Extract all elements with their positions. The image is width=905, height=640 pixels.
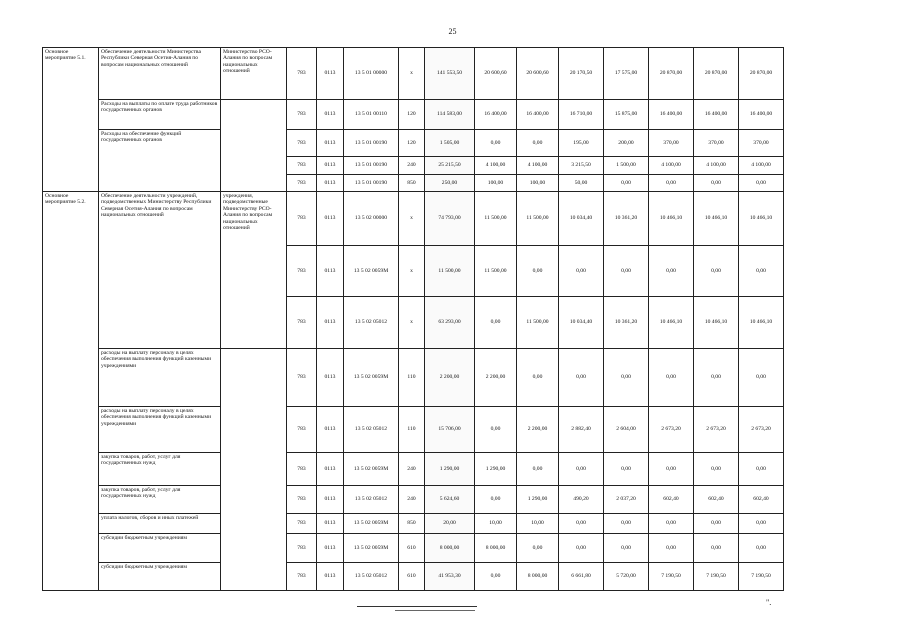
value-cell: 0113: [317, 349, 344, 407]
value-cell: 20 170,50: [559, 48, 604, 100]
budget-table: [42, 47, 784, 591]
value-cell: 100,00: [475, 175, 517, 192]
value-cell: 20 870,00: [649, 48, 694, 100]
value-cell: 50,00: [559, 175, 604, 192]
value-cell: 10,00: [517, 514, 559, 534]
value-cell: 370,00: [649, 130, 694, 157]
value-cell: 10 361,20: [604, 297, 649, 349]
value-cell: 5 624,60: [425, 486, 475, 514]
value-cell: 13 5 01 00190: [344, 175, 399, 192]
value-cell: 783: [287, 349, 317, 407]
value-cell: 13 5 02 05012: [344, 297, 399, 349]
value-cell: 20 870,00: [694, 48, 739, 100]
value-cell: 370,00: [739, 130, 784, 157]
value-cell: 200,00: [604, 130, 649, 157]
value-cell: 0,00: [517, 130, 559, 157]
value-cell: 2 673,20: [694, 407, 739, 453]
description-cell: Обеспечение деятельности учреждений, подведомственных Министерству Республики Северная Осетия-Алания по вопросам национальных отношений: [99, 192, 221, 349]
value-cell: 5 720,00: [604, 563, 649, 591]
value-cell: 13 5 02 05012: [344, 407, 399, 453]
value-cell: 13 5 01 00190: [344, 130, 399, 157]
value-cell: 15 875,00: [604, 100, 649, 130]
value-cell: 0,00: [694, 534, 739, 563]
value-cell: 0113: [317, 246, 344, 297]
value-cell: 850: [399, 514, 425, 534]
value-cell: 0113: [317, 48, 344, 100]
value-cell: 10 466,10: [694, 192, 739, 246]
value-cell: 10 466,10: [739, 297, 784, 349]
table-row: [43, 514, 784, 534]
value-cell: 2 604,00: [604, 407, 649, 453]
value-cell: 0,00: [559, 453, 604, 486]
value-cell: 7 190,50: [739, 563, 784, 591]
value-cell: 141 553,50: [425, 48, 475, 100]
value-cell: 0,00: [475, 486, 517, 514]
value-cell: 13 5 02 0059М: [344, 514, 399, 534]
value-cell: 783: [287, 175, 317, 192]
value-cell: 783: [287, 453, 317, 486]
value-cell: 0,00: [739, 349, 784, 407]
closing-quote: ".: [766, 598, 772, 607]
value-cell: 783: [287, 297, 317, 349]
value-cell: 0113: [317, 486, 344, 514]
value-cell: 0,00: [649, 349, 694, 407]
value-cell: 11 500,00: [425, 246, 475, 297]
table-row: [43, 349, 784, 407]
value-cell: 0,00: [475, 407, 517, 453]
value-cell: 1 290,00: [425, 453, 475, 486]
value-cell: 10 361,20: [604, 192, 649, 246]
value-cell: 2 200,00: [475, 349, 517, 407]
value-cell: x: [399, 192, 425, 246]
value-cell: 0,00: [517, 349, 559, 407]
value-cell: 120: [399, 130, 425, 157]
value-cell: 41 953,30: [425, 563, 475, 591]
value-cell: 0,00: [604, 175, 649, 192]
value-cell: 0,00: [694, 246, 739, 297]
value-cell: 2 200,00: [425, 349, 475, 407]
table-row: [43, 486, 784, 514]
activity-cell: Основное мероприятие 5.1.: [43, 48, 99, 192]
value-cell: 10,00: [475, 514, 517, 534]
executor-cell: [221, 349, 287, 591]
value-cell: 13 5 01 00000: [344, 48, 399, 100]
value-cell: 8 000,00: [517, 563, 559, 591]
table-row: [43, 100, 784, 130]
value-cell: 2 673,20: [649, 407, 694, 453]
value-cell: 0,00: [649, 534, 694, 563]
value-cell: 13 5 02 05012: [344, 563, 399, 591]
value-cell: 11 500,00: [475, 246, 517, 297]
value-cell: 4 100,00: [475, 157, 517, 175]
activity-cell: Основное мероприятие 5.2.: [43, 192, 99, 591]
value-cell: 0113: [317, 175, 344, 192]
value-cell: 0,00: [604, 349, 649, 407]
value-cell: 0,00: [559, 514, 604, 534]
value-cell: 2 882,40: [559, 407, 604, 453]
value-cell: 7 190,50: [649, 563, 694, 591]
value-cell: 4 100,00: [694, 157, 739, 175]
value-cell: 0,00: [517, 534, 559, 563]
value-cell: 10 466,10: [694, 297, 739, 349]
value-cell: 2 673,20: [739, 407, 784, 453]
value-cell: 15 706,00: [425, 407, 475, 453]
value-cell: 4 100,00: [649, 157, 694, 175]
value-cell: 0,00: [694, 349, 739, 407]
value-cell: 0,00: [517, 453, 559, 486]
value-cell: 10 034,40: [559, 192, 604, 246]
value-cell: 0,00: [649, 246, 694, 297]
value-cell: 195,00: [559, 130, 604, 157]
description-cell: Расходы на обеспечение функций государственных органов: [99, 130, 221, 192]
value-cell: 0,00: [649, 175, 694, 192]
value-cell: 10 466,10: [739, 192, 784, 246]
description-cell: Расходы на выплаты по оплате труда работников государственных органов: [99, 100, 221, 130]
value-cell: 10 466,10: [649, 297, 694, 349]
value-cell: 7 190,50: [694, 563, 739, 591]
description-cell: субсидии бюджетным учреждениям: [99, 563, 221, 591]
table-row: [43, 563, 784, 591]
value-cell: 17 575,00: [604, 48, 649, 100]
value-cell: 0113: [317, 157, 344, 175]
value-cell: 783: [287, 100, 317, 130]
value-cell: 10 034,40: [559, 297, 604, 349]
value-cell: 110: [399, 349, 425, 407]
value-cell: 10 466,10: [649, 192, 694, 246]
value-cell: 11 500,00: [517, 192, 559, 246]
value-cell: 783: [287, 407, 317, 453]
description-cell: субсидии бюджетным учреждениям: [99, 534, 221, 563]
page-number: 25: [448, 27, 457, 36]
table-row: [43, 192, 784, 246]
value-cell: 110: [399, 407, 425, 453]
value-cell: 1 505,00: [425, 130, 475, 157]
table-row: [43, 48, 784, 100]
value-cell: 4 100,00: [739, 157, 784, 175]
value-cell: 2 037,20: [604, 486, 649, 514]
value-cell: 13 5 02 0059М: [344, 453, 399, 486]
value-cell: 8 000,00: [425, 534, 475, 563]
value-cell: x: [399, 246, 425, 297]
value-cell: 8 000,00: [475, 534, 517, 563]
value-cell: 13 5 01 00190: [344, 157, 399, 175]
value-cell: 0113: [317, 407, 344, 453]
value-cell: 0,00: [475, 297, 517, 349]
value-cell: 0113: [317, 100, 344, 130]
value-cell: 850: [399, 175, 425, 192]
value-cell: 0,00: [475, 563, 517, 591]
value-cell: 16 400,00: [694, 100, 739, 130]
description-cell: расходы на выплату персоналу в целях обеспечения выполнения функций казенными учреждениями: [99, 349, 221, 407]
value-cell: 0,00: [559, 534, 604, 563]
value-cell: 2 200,00: [517, 407, 559, 453]
table-row: [43, 130, 784, 157]
value-cell: 490,20: [559, 486, 604, 514]
value-cell: 0113: [317, 297, 344, 349]
value-cell: 20 870,00: [739, 48, 784, 100]
value-cell: 13 5 02 0059М: [344, 246, 399, 297]
value-cell: 0,00: [739, 514, 784, 534]
value-cell: 240: [399, 157, 425, 175]
value-cell: 11 500,00: [517, 297, 559, 349]
value-cell: 120: [399, 100, 425, 130]
table-row: [43, 534, 784, 563]
value-cell: 3 215,50: [559, 157, 604, 175]
value-cell: 0113: [317, 563, 344, 591]
value-cell: 0,00: [739, 453, 784, 486]
value-cell: 0,00: [604, 514, 649, 534]
value-cell: 0,00: [475, 130, 517, 157]
table-row: [43, 453, 784, 486]
value-cell: 13 5 02 00000: [344, 192, 399, 246]
description-cell: закупка товаров, работ, услуг для государственных нужд: [99, 453, 221, 486]
footer-line: [395, 610, 475, 611]
value-cell: 13 5 02 0059М: [344, 349, 399, 407]
value-cell: 602,40: [649, 486, 694, 514]
value-cell: 0,00: [694, 453, 739, 486]
description-cell: закупка товаров, работ, услуг для государственных нужд: [99, 486, 221, 514]
value-cell: 20,00: [425, 514, 475, 534]
value-cell: 1 290,00: [517, 486, 559, 514]
value-cell: 0113: [317, 534, 344, 563]
value-cell: 783: [287, 534, 317, 563]
value-cell: 250,00: [425, 175, 475, 192]
value-cell: 0,00: [649, 453, 694, 486]
value-cell: 0,00: [559, 349, 604, 407]
table-row: [43, 407, 784, 453]
value-cell: 74 793,00: [425, 192, 475, 246]
value-cell: 240: [399, 486, 425, 514]
value-cell: 63 293,00: [425, 297, 475, 349]
value-cell: 0,00: [559, 246, 604, 297]
value-cell: 783: [287, 514, 317, 534]
value-cell: 0,00: [739, 246, 784, 297]
value-cell: 0,00: [604, 534, 649, 563]
value-cell: 783: [287, 486, 317, 514]
value-cell: 0,00: [739, 534, 784, 563]
value-cell: x: [399, 48, 425, 100]
value-cell: 783: [287, 192, 317, 246]
value-cell: 602,40: [739, 486, 784, 514]
value-cell: 0,00: [694, 514, 739, 534]
executor-cell: [221, 100, 287, 192]
value-cell: 6 661,80: [559, 563, 604, 591]
value-cell: 610: [399, 534, 425, 563]
value-cell: 100,00: [517, 175, 559, 192]
value-cell: 13 5 01 00110: [344, 100, 399, 130]
value-cell: 0,00: [739, 175, 784, 192]
value-cell: 0113: [317, 514, 344, 534]
value-cell: 610: [399, 563, 425, 591]
value-cell: 16 710,00: [559, 100, 604, 130]
value-cell: 1 500,00: [604, 157, 649, 175]
value-cell: 0,00: [649, 514, 694, 534]
description-cell: расходы на выплату персоналу в целях обеспечения выполнения функций казенными учреждениями: [99, 407, 221, 453]
value-cell: 16 400,00: [475, 100, 517, 130]
value-cell: 0,00: [517, 246, 559, 297]
value-cell: 13 5 02 05012: [344, 486, 399, 514]
value-cell: 783: [287, 48, 317, 100]
value-cell: 1 290,00: [475, 453, 517, 486]
value-cell: 783: [287, 563, 317, 591]
executor-cell: учреждения, подведомственные Министерству РСО-Алания по вопросам национальных отношений: [221, 192, 287, 349]
description-cell: уплата налогов, сборов и иных платежей: [99, 514, 221, 534]
value-cell: 4 100,00: [517, 157, 559, 175]
value-cell: 11 500,00: [475, 192, 517, 246]
value-cell: 0113: [317, 192, 344, 246]
value-cell: 240: [399, 453, 425, 486]
value-cell: x: [399, 297, 425, 349]
value-cell: 370,00: [694, 130, 739, 157]
footer-line: [357, 606, 477, 607]
value-cell: 602,40: [694, 486, 739, 514]
value-cell: 0,00: [604, 453, 649, 486]
value-cell: 20 600,60: [475, 48, 517, 100]
value-cell: 16 400,00: [517, 100, 559, 130]
value-cell: 16 400,00: [649, 100, 694, 130]
value-cell: 20 600,60: [517, 48, 559, 100]
description-cell: Обеспечение деятельности Министерства Республики Северная Осетия-Алания по вопросам национальных отношений: [99, 48, 221, 100]
value-cell: 0,00: [694, 175, 739, 192]
value-cell: 0113: [317, 130, 344, 157]
value-cell: 114 583,00: [425, 100, 475, 130]
value-cell: 783: [287, 157, 317, 175]
value-cell: 13 5 02 0059М: [344, 534, 399, 563]
value-cell: 0,00: [604, 246, 649, 297]
value-cell: 783: [287, 130, 317, 157]
value-cell: 25 215,50: [425, 157, 475, 175]
value-cell: 783: [287, 246, 317, 297]
value-cell: 16 400,00: [739, 100, 784, 130]
executor-cell: Министерство РСО-Алания по вопросам национальных отношений: [221, 48, 287, 100]
value-cell: 0113: [317, 453, 344, 486]
